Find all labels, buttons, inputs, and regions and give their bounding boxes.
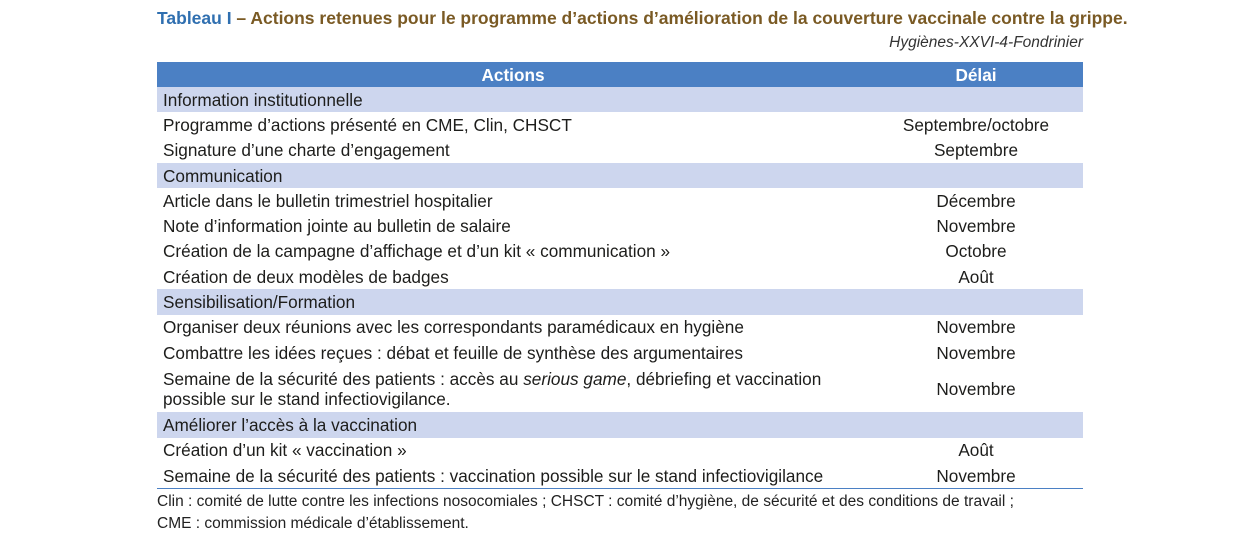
section-title: Sensibilisation/Formation [157, 289, 1083, 314]
table-number: Tableau I [157, 8, 232, 28]
table-title [157, 8, 1157, 29]
delay-cell: Novembre [936, 317, 1016, 338]
header-row [157, 62, 1083, 87]
table-row [157, 112, 1083, 137]
section-row [157, 289, 1083, 314]
delay-cell: Août [958, 440, 994, 461]
table-row [157, 213, 1083, 238]
table-row [157, 315, 1083, 340]
table-row [157, 264, 1083, 289]
table-row [157, 188, 1083, 213]
delay-cell: Novembre [936, 378, 1016, 399]
action-text: Semaine de la sécurité des patients : accès au [163, 368, 524, 389]
section-title: Améliorer l’accès à la vaccination [157, 412, 1083, 437]
action-cell: Programme d’actions présenté en CME, Clin, CHSCT [163, 114, 572, 135]
action-cell: Semaine de la sécurité des patients : vaccination possible sur le stand infectiovigilance [157, 463, 869, 489]
section-row [157, 412, 1083, 437]
action-cell: Création d’un kit « vaccination » [163, 440, 407, 461]
table-footnote [157, 491, 1083, 534]
delay-cell: Novembre [936, 342, 1016, 363]
table-row [157, 365, 1083, 412]
section-title: Information institutionnelle [157, 87, 1083, 112]
section-row [157, 87, 1083, 112]
action-cell: Création de deux modèles de badges [163, 266, 449, 287]
delay-cell: Septembre [933, 140, 1019, 161]
table-row [157, 239, 1083, 264]
column-header-delay: Délai [869, 62, 1083, 87]
delay-cell: Décembre [936, 190, 1016, 211]
action-cell: Organiser deux réunions avec les correspondants paramédicaux en hygiène [163, 317, 744, 338]
actions-table [157, 62, 1083, 489]
column-header-actions: Actions [157, 62, 869, 87]
action-cell: Création de la campagne d’affichage et d’un kit « communication » [163, 241, 671, 262]
section-title: Communication [157, 163, 1083, 188]
table-row [157, 438, 1083, 463]
table-row [157, 463, 1083, 489]
action-text: , débriefing et vaccination possible sur le stand infectiovigilance. [163, 368, 822, 409]
action-cell: Article dans le bulletin trimestriel hospitalier [163, 190, 493, 211]
footnote-line: Clin : comité de lutte contre les infections nosocomiales ; CHSCT : comité d’hygiène, de sécurité et des conditions de travail ; [157, 493, 1014, 510]
table-row [157, 138, 1083, 163]
table-caption: – Actions retenues pour le programme d’actions d’amélioration de la couverture vaccinale contre la grippe. [231, 8, 1128, 28]
section-row [157, 163, 1083, 188]
action-cell [157, 365, 869, 412]
footnote-line: CME : commission médicale d’établissement. [157, 514, 469, 532]
delay-cell: Novembre [936, 216, 1016, 237]
action-cell: Note d’information jointe au bulletin de salaire [163, 216, 511, 237]
delay-cell: Novembre [869, 463, 1083, 489]
source-reference: Hygiènes-XXVI-4-Fondrinier [889, 34, 1083, 51]
delay-cell: Septembre/octobre [902, 114, 1050, 135]
delay-cell: Octobre [945, 241, 1007, 262]
action-emphasis: serious game [523, 368, 627, 389]
action-cell: Combattre les idées reçues : débat et feuille de synthèse des argumentaires [163, 342, 743, 363]
delay-cell: Août [958, 266, 994, 287]
action-cell: Signature d’une charte d’engagement [163, 140, 450, 161]
table-row [157, 340, 1083, 365]
